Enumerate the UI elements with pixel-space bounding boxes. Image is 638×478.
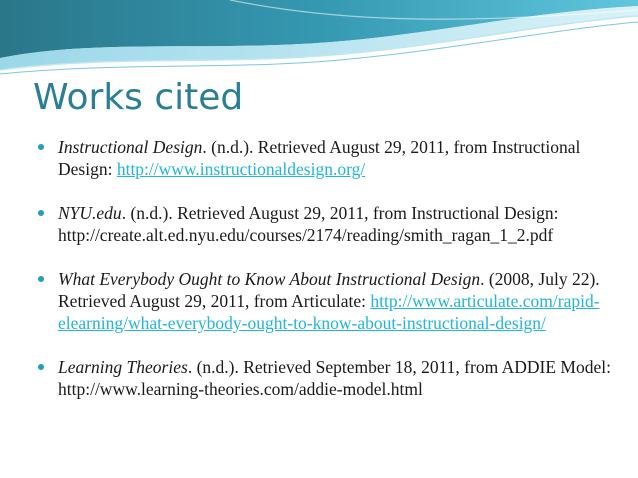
reference-item <box>38 268 613 334</box>
reference-text: . (n.d.). Retrieved August 29, 2011, from Instructional Design: <box>58 137 581 179</box>
reference-list <box>38 136 613 422</box>
bullet-icon <box>38 364 44 370</box>
reference-text: . (2008, July 22). Retrieved August 29, 2011, from Articulate: <box>58 269 600 311</box>
reference-text: . (n.d.). Retrieved August 29, 2011, from Instructional Design: <box>121 203 559 223</box>
reference-title: Learning Theories <box>58 357 188 377</box>
reference-link[interactable]: http://www.instructionaldesign.org/ <box>116 159 366 179</box>
reference-title: NYU.edu <box>58 203 122 223</box>
reference-text: . (n.d.). Retrieved September 18, 2011, from ADDIE Model: <box>187 357 611 377</box>
slide-title: Works cited <box>33 77 244 118</box>
reference-item <box>38 356 613 400</box>
reference-url-text: http://www.learning-theories.com/addie-model.html <box>58 379 423 399</box>
reference-title: Instructional Design <box>58 137 203 157</box>
bullet-icon <box>38 144 44 150</box>
reference-link[interactable]: http://www.articulate.com/rapid-elearning/what-everybody-ought-to-know-about-instructional-design/ <box>58 291 600 333</box>
bullet-icon <box>38 210 44 216</box>
decorative-wave-header <box>0 0 638 80</box>
bullet-icon <box>38 276 44 282</box>
reference-url-text: http://create.alt.ed.nyu.edu/courses/2174/reading/smith_ragan_1_2.pdf <box>58 225 554 245</box>
reference-title: What Everybody Ought to Know About Instructional Design <box>58 269 481 289</box>
reference-item <box>38 136 613 180</box>
reference-item <box>38 202 613 246</box>
